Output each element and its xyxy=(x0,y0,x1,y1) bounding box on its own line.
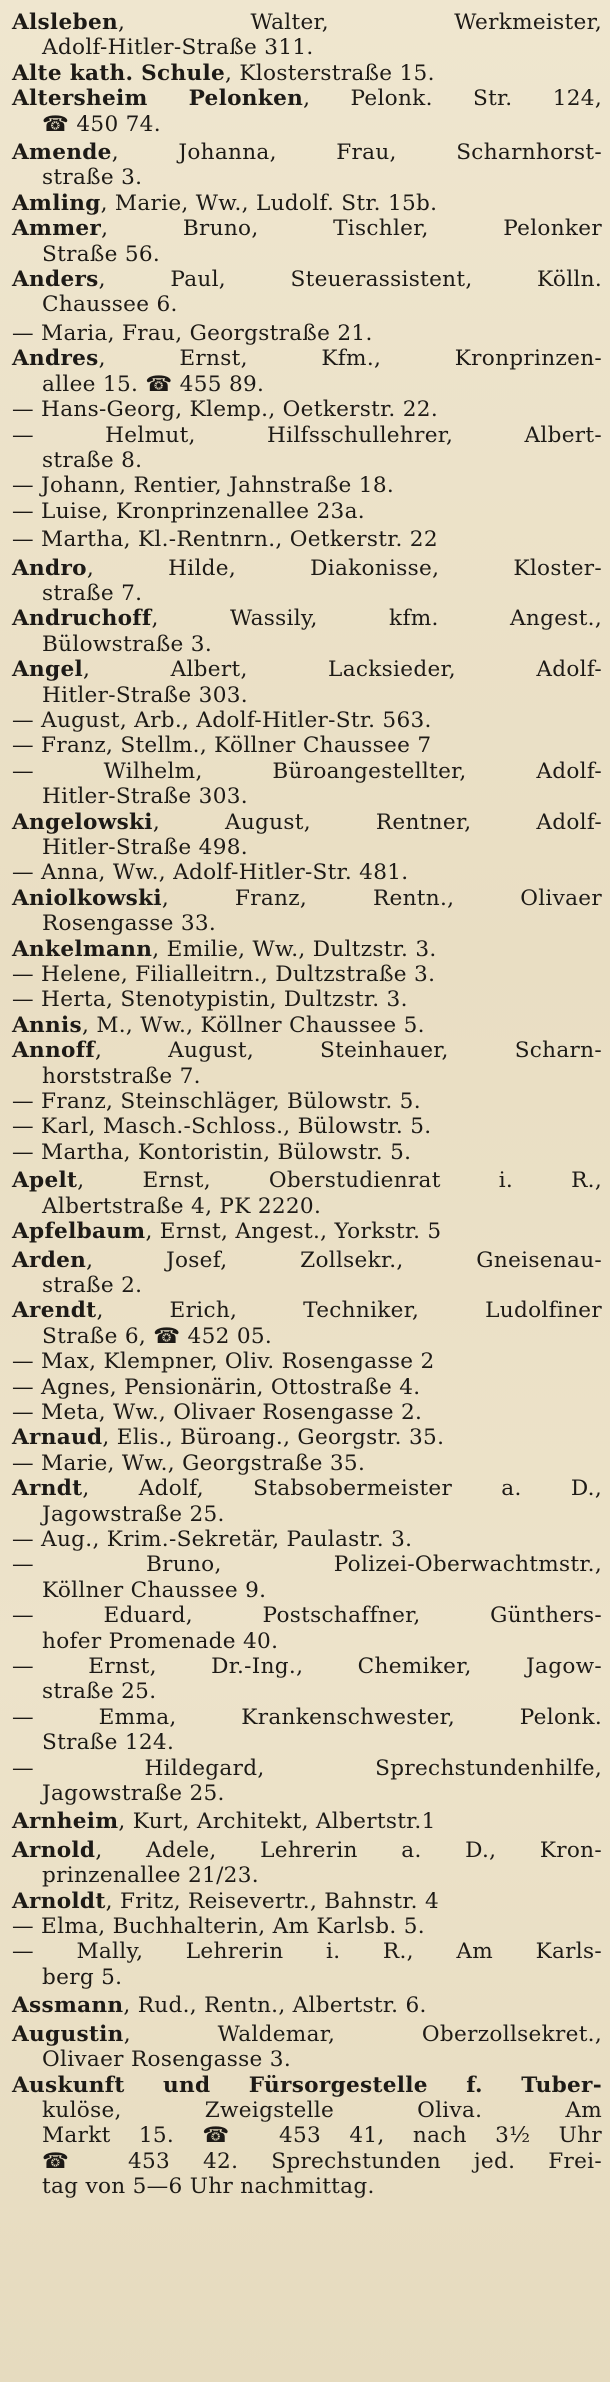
entry-line-first: Amling, Marie, Ww., Ludolf. Str. 15b. xyxy=(12,190,438,216)
entry-line-continuation: Bülowstraße 3. xyxy=(42,631,212,657)
entry-line-continuation: Chaussee 6. xyxy=(42,292,178,318)
entry-line-first: Andres, Ernst, Kfm., Kronprinzen- xyxy=(12,346,602,372)
directory-entry xyxy=(12,962,602,987)
entry-line-first: — Aug., Krim.-Sekretär, Paulastr. 3. xyxy=(12,1526,413,1552)
entry-line-first: Arendt, Erich, Techniker, Ludolfiner xyxy=(12,1298,602,1324)
directory-entry xyxy=(12,321,602,346)
directory-entry xyxy=(12,657,602,708)
directory-entry xyxy=(12,499,602,524)
entry-line-first: — Elma, Buchhalterin, Am Karlsb. 5. xyxy=(12,1914,425,1940)
entry-line-first: — Franz, Stellm., Köllner Chaussee 7 xyxy=(12,733,432,759)
entry-line-first: Ammer, Bruno, Tischler, Pelonker xyxy=(12,216,602,242)
directory-entry xyxy=(12,1809,602,1834)
entry-line-continuation: Hitler-Straße 303. xyxy=(42,784,248,810)
entry-line-continuation: Albertstraße 4, PK 2220. xyxy=(42,1193,322,1219)
directory-entry xyxy=(12,556,602,607)
directory-entry xyxy=(12,810,602,861)
entry-line-continuation: Olivaer Rosengasse 3. xyxy=(42,2047,291,2073)
directory-entry xyxy=(12,1375,602,1400)
entry-surname: Annoff xyxy=(12,1038,95,1064)
directory-entry xyxy=(12,1400,602,1425)
entry-line-first: Arndt, Adolf, Stabsobermeister a. D., xyxy=(12,1476,602,1502)
entry-surname: Andro xyxy=(12,555,87,581)
entry-surname: Arden xyxy=(12,1247,87,1273)
directory-entry xyxy=(12,1476,602,1527)
entry-line-continuation: straße 3. xyxy=(42,165,143,191)
entry-line-first: — Wilhelm, Büroangestellter, Adolf- xyxy=(12,758,602,784)
directory-entry xyxy=(12,860,602,885)
directory-entry xyxy=(12,397,602,422)
entry-surname: Arndt xyxy=(12,1476,83,1502)
directory-entry xyxy=(12,1298,602,1349)
entry-line-first: — Ernst, Dr.-Ing., Chemiker, Jagow- xyxy=(12,1654,602,1679)
entry-line-continuation: hofer Promenade 40. xyxy=(42,1628,279,1654)
entry-line-first: — Luise, Kronprinzenallee 23a. xyxy=(12,498,365,524)
entry-line-first: Anders, Paul, Steuerassistent, Kölln. xyxy=(12,267,602,293)
entry-line-first: — Bruno, Polizei-Oberwachtmstr., xyxy=(12,1552,602,1578)
directory-entry xyxy=(12,1939,602,1990)
entry-surname: Assmann xyxy=(12,1993,124,2019)
entry-line-continuation: straße 8. xyxy=(42,447,143,473)
entry-line-first: Apelt, Ernst, Oberstudienrat i. R., xyxy=(12,1168,602,1194)
entry-line-continuation: straße 2. xyxy=(42,1272,143,1298)
entry-surname: Arnold xyxy=(12,1837,96,1863)
directory-entry xyxy=(12,1603,602,1654)
entry-line-first: Aniolkowski, Franz, Rentn., Olivaer xyxy=(12,885,602,911)
entry-line-continuation: Jagowstraße 25. xyxy=(42,1781,225,1807)
directory-entry xyxy=(12,1838,602,1889)
entry-surname: Apfelbaum xyxy=(12,1219,146,1245)
entry-line-first: Andruchoff, Wassily, kfm. Angest., xyxy=(12,606,602,632)
entry-line-first: — Karl, Masch.-Schloss., Bülowstr. 5. xyxy=(12,1114,432,1140)
directory-entry xyxy=(12,1219,602,1244)
entry-line-first: Arnheim, Kurt, Architekt, Albertstr.1 xyxy=(12,1809,436,1835)
entry-surname: Arnaud xyxy=(12,1425,103,1451)
entry-line-first: — Helene, Filialleitrn., Dultzstraße 3. xyxy=(12,962,436,988)
entry-surname: Arendt xyxy=(12,1298,97,1324)
entry-surname: Alsleben xyxy=(12,10,118,35)
entry-surname: Arnheim xyxy=(12,1809,119,1835)
directory-entry xyxy=(12,1140,602,1165)
directory-entry xyxy=(12,2022,602,2073)
entry-line-first: — Martha, Kontoristin, Bülowstr. 5. xyxy=(12,1139,412,1165)
entry-surname: Auskunft und Fürsorgestelle f. Tuber- xyxy=(12,2072,602,2098)
directory-entry xyxy=(12,708,602,733)
entry-line-continuation: tag von 5—6 Uhr nachmittag. xyxy=(42,2174,375,2200)
entry-surname: Ammer xyxy=(12,216,102,242)
directory-entry xyxy=(12,86,602,137)
entry-line-first: — Eduard, Postschaffner, Günthers- xyxy=(12,1603,602,1629)
entry-line-first: — Helmut, Hilfsschullehrer, Albert- xyxy=(12,422,602,448)
entry-line-continuation: Hitler-Straße 498. xyxy=(42,835,248,860)
entry-line-first: Arnoldt, Fritz, Reisevertr., Bahnstr. 4 xyxy=(12,1888,440,1914)
directory-entry xyxy=(12,1248,602,1299)
entry-line-first: Arnold, Adele, Lehrerin a. D., Kron- xyxy=(12,1837,602,1863)
directory-entry xyxy=(12,216,602,267)
directory-entry xyxy=(12,1013,602,1038)
entry-line-first: — Hildegard, Sprechstundenhilfe, xyxy=(12,1755,602,1781)
entry-surname: Amende xyxy=(12,140,112,166)
directory-entry xyxy=(12,1114,602,1139)
entry-line-continuation: prinzenallee 21/23. xyxy=(42,1863,259,1889)
directory-entry xyxy=(12,61,602,86)
entry-line-first: Apfelbaum, Ernst, Angest., Yorkstr. 5 xyxy=(12,1219,442,1245)
directory-entry xyxy=(12,759,602,810)
entry-line-continuation: straße 25. xyxy=(42,1679,157,1705)
entry-line-first: Arden, Josef, Zollsekr., Gneisenau- xyxy=(12,1247,602,1273)
entry-line-continuation: Hitler-Straße 303. xyxy=(42,682,248,708)
directory-entry xyxy=(12,1889,602,1914)
entry-surname: Anders xyxy=(12,267,99,293)
entry-surname: Augustin xyxy=(12,2021,124,2047)
directory-entry xyxy=(12,2073,602,2200)
directory-entry xyxy=(12,1654,602,1705)
directory-entry xyxy=(12,10,602,61)
directory-entry xyxy=(12,267,602,318)
entry-line-first: Angelowski, August, Rentner, Adolf- xyxy=(12,809,602,835)
entry-surname: Annis xyxy=(12,1012,83,1038)
entry-line-continuation: Köllner Chaussee 9. xyxy=(42,1577,267,1603)
entry-line-first: — Mally, Lehrerin i. R., Am Karls- xyxy=(12,1939,602,1965)
directory-entry xyxy=(12,1756,602,1807)
entry-line-first: Annis, M., Ww., Köllner Chaussee 5. xyxy=(12,1012,425,1038)
directory-entry xyxy=(12,346,602,397)
entry-line-first: Assmann, Rud., Rentn., Albertstr. 6. xyxy=(12,1993,427,2019)
entry-line-continuation: Rosengasse 33. xyxy=(42,911,217,937)
directory-entry xyxy=(12,987,602,1012)
entry-line-first: Annoff, August, Steinhauer, Scharn- xyxy=(12,1038,602,1064)
directory-entry xyxy=(12,1914,602,1939)
entry-surname: Andruchoff xyxy=(12,606,152,632)
entry-line-continuation: kulöse, Zweigstelle Oliva. Am xyxy=(42,2097,602,2123)
directory-entry xyxy=(12,191,602,216)
entry-surname: Angelowski xyxy=(12,809,153,835)
entry-line-continuation: Straße 124. xyxy=(42,1730,175,1756)
entry-line-continuation: Straße 56. xyxy=(42,241,161,267)
entry-line-continuation: horststraße 7. xyxy=(42,1063,201,1089)
entry-surname: Ankelmann xyxy=(12,936,153,962)
entry-surname: Andres xyxy=(12,346,99,372)
entry-line-continuation: straße 7. xyxy=(42,580,143,606)
directory-entry xyxy=(12,733,602,758)
directory-entry xyxy=(12,1038,602,1089)
entry-line-first: — Max, Klempner, Oliv. Rosengasse 2 xyxy=(12,1349,435,1375)
entry-line-continuation: Markt 15. ☎ 453 41, nach 3½ Uhr xyxy=(42,2123,602,2149)
directory-entry xyxy=(12,473,602,498)
directory-entry xyxy=(12,606,602,657)
entry-line-continuation: berg 5. xyxy=(42,1964,123,1990)
entry-line-first: — Meta, Ww., Olivaer Rosengasse 2. xyxy=(12,1399,423,1425)
entry-surname: Alte kath. Schule xyxy=(12,60,226,86)
entry-line-first: Augustin, Waldemar, Oberzollsekret., xyxy=(12,2021,602,2047)
directory-entry xyxy=(12,1552,602,1603)
directory-entry xyxy=(12,1425,602,1450)
entry-line-first: Angel, Albert, Lacksieder, Adolf- xyxy=(12,657,602,683)
directory-entry xyxy=(12,140,602,191)
directory-entry xyxy=(12,937,602,962)
entry-line-continuation: ☎ 453 42. Sprechstunden jed. Frei- xyxy=(42,2148,602,2174)
entry-surname: Arnoldt xyxy=(12,1888,106,1914)
entry-line-first: Alsleben, Walter, Werkmeister, xyxy=(12,10,602,35)
entry-line-first xyxy=(12,2073,602,2098)
directory-entry xyxy=(12,527,602,552)
entry-line-first: — Anna, Ww., Adolf-Hitler-Str. 481. xyxy=(12,860,409,886)
entry-line-first: — Agnes, Pensionärin, Ottostraße 4. xyxy=(12,1374,421,1400)
directory-entry xyxy=(12,1705,602,1756)
entry-surname: Amling xyxy=(12,190,101,216)
entry-line-continuation: Straße 6, ☎ 452 05. xyxy=(42,1323,273,1349)
entry-line-first: — Maria, Frau, Georgstraße 21. xyxy=(12,320,373,346)
entry-line-first: — Herta, Stenotypistin, Dultzstr. 3. xyxy=(12,987,408,1013)
directory-entry xyxy=(12,1993,602,2018)
entry-line-first: Arnaud, Elis., Büroang., Georgstr. 35. xyxy=(12,1425,445,1451)
entry-surname: Aniolkowski xyxy=(12,885,162,911)
directory-entry xyxy=(12,1168,602,1219)
entry-line-first: Altersheim Pelonken, Pelonk. Str. 124, xyxy=(12,86,602,112)
entry-line-continuation: allee 15. ☎ 455 89. xyxy=(42,371,265,397)
entry-line-first: — Johann, Rentier, Jahnstraße 18. xyxy=(12,473,395,499)
entry-line-first: — Hans-Georg, Klemp., Oetkerstr. 22. xyxy=(12,397,438,423)
entry-line-first: — Martha, Kl.-Rentnrn., Oetkerstr. 22 xyxy=(12,527,438,553)
entry-line-continuation: Adolf-Hitler-Straße 311. xyxy=(42,35,314,61)
directory-entry xyxy=(12,886,602,937)
entry-line-first: Alte kath. Schule, Klosterstraße 15. xyxy=(12,60,435,86)
entry-line-first: Andro, Hilde, Diakonisse, Kloster- xyxy=(12,555,602,581)
directory-entry xyxy=(12,423,602,474)
entry-line-first: — Franz, Steinschläger, Bülowstr. 5. xyxy=(12,1089,421,1115)
entry-line-first: Ankelmann, Emilie, Ww., Dultzstr. 3. xyxy=(12,936,437,962)
entry-line-first: Amende, Johanna, Frau, Scharnhorst- xyxy=(12,140,602,166)
entry-line-first: — August, Arb., Adolf-Hitler-Str. 563. xyxy=(12,707,432,733)
entry-line-continuation: Jagowstraße 25. xyxy=(42,1501,225,1527)
entry-surname: Altersheim Pelonken xyxy=(12,86,304,112)
entry-line-first: — Marie, Ww., Georgstraße 35. xyxy=(12,1450,366,1476)
directory-entry xyxy=(12,1089,602,1114)
entry-line-first: — Emma, Krankenschwester, Pelonk. xyxy=(12,1704,602,1730)
directory-entry xyxy=(12,1451,602,1476)
directory-entry xyxy=(12,1527,602,1552)
entry-line-continuation: ☎ 450 74. xyxy=(42,111,161,137)
directory-entry xyxy=(12,1349,602,1374)
entry-surname: Apelt xyxy=(12,1168,78,1194)
entry-surname: Angel xyxy=(12,657,83,683)
